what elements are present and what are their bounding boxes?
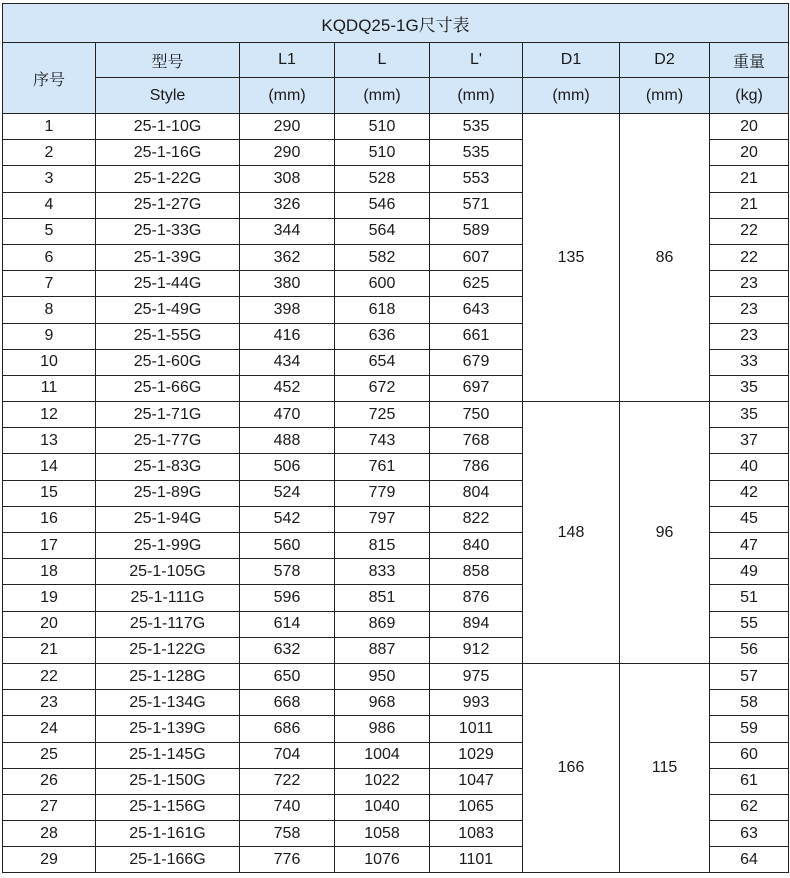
cell-index: 9 — [3, 323, 96, 349]
cell-index: 7 — [3, 271, 96, 297]
cell-l: 725 — [335, 402, 430, 428]
title-row — [3, 4, 789, 43]
cell-l: 1004 — [335, 742, 430, 768]
cell-index: 21 — [3, 637, 96, 663]
cell-lp: 768 — [430, 428, 523, 454]
cell-index: 29 — [3, 847, 96, 873]
header-index: 序号 — [3, 43, 96, 114]
cell-l: 600 — [335, 271, 430, 297]
cell-l: 986 — [335, 716, 430, 742]
header-unit-lp: (mm) — [430, 78, 523, 114]
cell-model: 25-1-10G — [96, 114, 240, 140]
cell-weight: 55 — [710, 611, 789, 637]
cell-index: 2 — [3, 140, 96, 166]
cell-l: 869 — [335, 611, 430, 637]
cell-model: 25-1-27G — [96, 192, 240, 218]
cell-index: 28 — [3, 821, 96, 847]
cell-l: 672 — [335, 375, 430, 401]
cell-weight: 20 — [710, 114, 789, 140]
cell-l: 636 — [335, 323, 430, 349]
header-row-2 — [3, 78, 789, 114]
cell-model: 25-1-122G — [96, 637, 240, 663]
cell-lp: 786 — [430, 454, 523, 480]
header-row-1 — [3, 43, 789, 78]
cell-d1: 166 — [523, 663, 620, 873]
cell-l1: 524 — [240, 480, 335, 506]
cell-model: 25-1-49G — [96, 297, 240, 323]
table-row — [3, 402, 789, 428]
cell-lp: 553 — [430, 166, 523, 192]
cell-weight: 40 — [710, 454, 789, 480]
cell-index: 15 — [3, 480, 96, 506]
cell-index: 27 — [3, 794, 96, 820]
cell-lp: 571 — [430, 192, 523, 218]
cell-weight: 42 — [710, 480, 789, 506]
dimension-table-container — [2, 3, 788, 873]
header-unit-d1: (mm) — [523, 78, 620, 114]
cell-index: 1 — [3, 114, 96, 140]
cell-weight: 49 — [710, 559, 789, 585]
cell-l: 528 — [335, 166, 430, 192]
cell-l1: 560 — [240, 533, 335, 559]
cell-d2: 86 — [620, 114, 710, 402]
cell-lp: 912 — [430, 637, 523, 663]
cell-weight: 60 — [710, 742, 789, 768]
cell-lp: 876 — [430, 585, 523, 611]
cell-index: 25 — [3, 742, 96, 768]
cell-l1: 470 — [240, 402, 335, 428]
cell-d2: 115 — [620, 663, 710, 873]
header-unit-l: (mm) — [335, 78, 430, 114]
cell-l1: 686 — [240, 716, 335, 742]
cell-d1: 148 — [523, 402, 620, 664]
cell-model: 25-1-134G — [96, 690, 240, 716]
cell-model: 25-1-89G — [96, 480, 240, 506]
cell-model: 25-1-55G — [96, 323, 240, 349]
cell-lp: 822 — [430, 506, 523, 532]
cell-index: 22 — [3, 663, 96, 689]
cell-l: 618 — [335, 297, 430, 323]
cell-weight: 35 — [710, 402, 789, 428]
cell-l: 564 — [335, 218, 430, 244]
cell-lp: 625 — [430, 271, 523, 297]
cell-l1: 326 — [240, 192, 335, 218]
cell-l1: 704 — [240, 742, 335, 768]
cell-weight: 61 — [710, 768, 789, 794]
dimension-table — [2, 3, 789, 873]
cell-lp: 975 — [430, 663, 523, 689]
cell-l: 779 — [335, 480, 430, 506]
cell-lp: 607 — [430, 244, 523, 270]
cell-l1: 344 — [240, 218, 335, 244]
cell-weight: 23 — [710, 271, 789, 297]
cell-lp: 535 — [430, 114, 523, 140]
cell-index: 5 — [3, 218, 96, 244]
table-body — [3, 114, 789, 873]
cell-lp: 1029 — [430, 742, 523, 768]
cell-l: 510 — [335, 140, 430, 166]
header-d1: D1 — [523, 43, 620, 78]
cell-weight: 63 — [710, 821, 789, 847]
cell-l1: 578 — [240, 559, 335, 585]
cell-l: 761 — [335, 454, 430, 480]
cell-l1: 668 — [240, 690, 335, 716]
cell-weight: 45 — [710, 506, 789, 532]
cell-l1: 308 — [240, 166, 335, 192]
cell-index: 12 — [3, 402, 96, 428]
table-title: KQDQ25-1G尺寸表 — [3, 4, 789, 43]
cell-model: 25-1-145G — [96, 742, 240, 768]
cell-weight: 58 — [710, 690, 789, 716]
cell-lp: 1101 — [430, 847, 523, 873]
table-row — [3, 663, 789, 689]
cell-l: 833 — [335, 559, 430, 585]
cell-model: 25-1-60G — [96, 349, 240, 375]
cell-l1: 488 — [240, 428, 335, 454]
cell-lp: 679 — [430, 349, 523, 375]
cell-model: 25-1-33G — [96, 218, 240, 244]
cell-index: 10 — [3, 349, 96, 375]
cell-lp: 643 — [430, 297, 523, 323]
header-l1: L1 — [240, 43, 335, 78]
cell-index: 11 — [3, 375, 96, 401]
cell-l: 887 — [335, 637, 430, 663]
cell-weight: 37 — [710, 428, 789, 454]
cell-lp: 697 — [430, 375, 523, 401]
cell-weight: 51 — [710, 585, 789, 611]
cell-l: 851 — [335, 585, 430, 611]
cell-lp: 858 — [430, 559, 523, 585]
cell-l1: 290 — [240, 140, 335, 166]
cell-weight: 22 — [710, 244, 789, 270]
cell-model: 25-1-71G — [96, 402, 240, 428]
cell-index: 14 — [3, 454, 96, 480]
cell-l1: 542 — [240, 506, 335, 532]
cell-weight: 33 — [710, 349, 789, 375]
cell-weight: 56 — [710, 637, 789, 663]
cell-l: 1058 — [335, 821, 430, 847]
cell-weight: 57 — [710, 663, 789, 689]
cell-lp: 993 — [430, 690, 523, 716]
header-d2: D2 — [620, 43, 710, 78]
cell-model: 25-1-99G — [96, 533, 240, 559]
cell-model: 25-1-150G — [96, 768, 240, 794]
header-model: 型号 — [96, 43, 240, 78]
cell-model: 25-1-94G — [96, 506, 240, 532]
cell-l: 582 — [335, 244, 430, 270]
cell-l: 654 — [335, 349, 430, 375]
cell-l: 1076 — [335, 847, 430, 873]
cell-l1: 506 — [240, 454, 335, 480]
cell-l1: 362 — [240, 244, 335, 270]
header-unit-d2: (mm) — [620, 78, 710, 114]
cell-model: 25-1-83G — [96, 454, 240, 480]
cell-model: 25-1-128G — [96, 663, 240, 689]
cell-d2: 96 — [620, 402, 710, 664]
cell-index: 20 — [3, 611, 96, 637]
cell-l: 1022 — [335, 768, 430, 794]
cell-model: 25-1-66G — [96, 375, 240, 401]
cell-l1: 650 — [240, 663, 335, 689]
cell-lp: 894 — [430, 611, 523, 637]
cell-index: 18 — [3, 559, 96, 585]
header-unit-l1: (mm) — [240, 78, 335, 114]
header-lp: L' — [430, 43, 523, 78]
cell-lp: 589 — [430, 218, 523, 244]
cell-index: 19 — [3, 585, 96, 611]
cell-model: 25-1-166G — [96, 847, 240, 873]
cell-model: 25-1-105G — [96, 559, 240, 585]
cell-model: 25-1-44G — [96, 271, 240, 297]
cell-lp: 750 — [430, 402, 523, 428]
cell-l1: 452 — [240, 375, 335, 401]
cell-weight: 23 — [710, 297, 789, 323]
cell-l1: 596 — [240, 585, 335, 611]
cell-index: 23 — [3, 690, 96, 716]
cell-l1: 434 — [240, 349, 335, 375]
cell-lp: 1083 — [430, 821, 523, 847]
cell-weight: 62 — [710, 794, 789, 820]
cell-l: 510 — [335, 114, 430, 140]
table-row — [3, 114, 789, 140]
cell-model: 25-1-22G — [96, 166, 240, 192]
cell-model: 25-1-161G — [96, 821, 240, 847]
cell-lp: 1047 — [430, 768, 523, 794]
cell-l: 797 — [335, 506, 430, 532]
cell-model: 25-1-117G — [96, 611, 240, 637]
cell-model: 25-1-77G — [96, 428, 240, 454]
cell-weight: 20 — [710, 140, 789, 166]
header-unit-weight: (kg) — [710, 78, 789, 114]
cell-index: 17 — [3, 533, 96, 559]
header-style: Style — [96, 78, 240, 114]
cell-weight: 64 — [710, 847, 789, 873]
cell-lp: 535 — [430, 140, 523, 166]
cell-weight: 35 — [710, 375, 789, 401]
cell-lp: 1011 — [430, 716, 523, 742]
cell-index: 4 — [3, 192, 96, 218]
cell-model: 25-1-39G — [96, 244, 240, 270]
cell-l: 1040 — [335, 794, 430, 820]
cell-l1: 632 — [240, 637, 335, 663]
cell-l1: 740 — [240, 794, 335, 820]
cell-index: 3 — [3, 166, 96, 192]
cell-l1: 290 — [240, 114, 335, 140]
cell-index: 16 — [3, 506, 96, 532]
cell-l: 546 — [335, 192, 430, 218]
cell-model: 25-1-16G — [96, 140, 240, 166]
cell-lp: 661 — [430, 323, 523, 349]
cell-d1: 135 — [523, 114, 620, 402]
cell-l: 968 — [335, 690, 430, 716]
cell-lp: 1065 — [430, 794, 523, 820]
cell-l1: 380 — [240, 271, 335, 297]
cell-l1: 614 — [240, 611, 335, 637]
cell-l: 743 — [335, 428, 430, 454]
cell-weight: 21 — [710, 166, 789, 192]
cell-weight: 47 — [710, 533, 789, 559]
cell-lp: 840 — [430, 533, 523, 559]
cell-index: 8 — [3, 297, 96, 323]
cell-index: 26 — [3, 768, 96, 794]
cell-l1: 398 — [240, 297, 335, 323]
cell-l: 950 — [335, 663, 430, 689]
cell-weight: 21 — [710, 192, 789, 218]
cell-model: 25-1-111G — [96, 585, 240, 611]
cell-weight: 23 — [710, 323, 789, 349]
cell-l1: 416 — [240, 323, 335, 349]
header-l: L — [335, 43, 430, 78]
cell-l: 815 — [335, 533, 430, 559]
cell-l1: 758 — [240, 821, 335, 847]
cell-weight: 22 — [710, 218, 789, 244]
cell-index: 13 — [3, 428, 96, 454]
cell-index: 24 — [3, 716, 96, 742]
cell-model: 25-1-139G — [96, 716, 240, 742]
cell-index: 6 — [3, 244, 96, 270]
cell-l1: 722 — [240, 768, 335, 794]
cell-weight: 59 — [710, 716, 789, 742]
cell-l1: 776 — [240, 847, 335, 873]
cell-model: 25-1-156G — [96, 794, 240, 820]
cell-lp: 804 — [430, 480, 523, 506]
header-weight: 重量 — [710, 43, 789, 78]
